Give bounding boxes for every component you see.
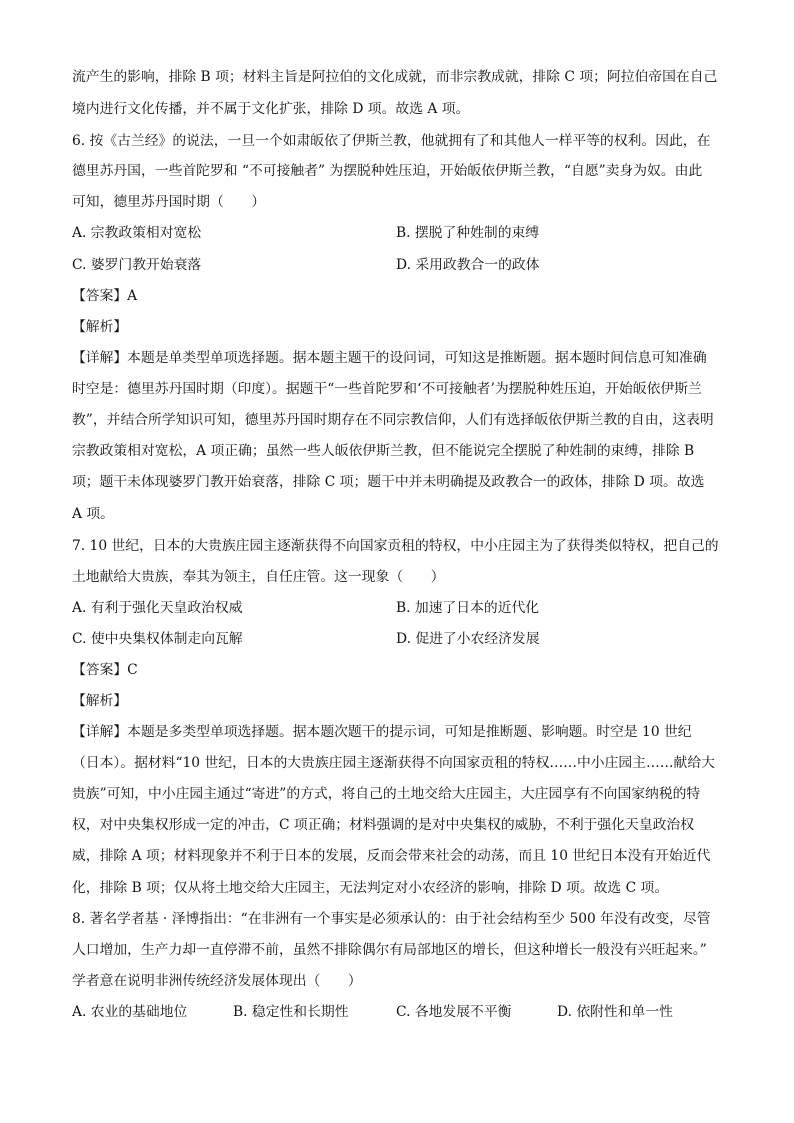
q6-analysis-line: 宗教政策相对宽松，A 项正确；虽然一些人皈依伊斯兰教，但不能说完全摆脱了种姓制的束缚，排除 B — [72, 443, 695, 459]
q7-option-c: C. 使中央集权体制走向瓦解 — [72, 631, 243, 647]
q6-answer: 【答案】A — [72, 288, 138, 304]
q8-option-b: B. 稳定性和长期性 — [233, 1004, 349, 1020]
q8-option-d: D. 依附性和单一性 — [557, 1004, 673, 1020]
q7-option-a: A. 有利于强化天皇政治权威 — [72, 600, 243, 616]
text-line: 德里苏丹国，一些首陀罗和 “不可接触者” 为摆脱种姓压迫，开始皈依伊斯兰教，“自愿”卖身为奴。由此 — [72, 163, 703, 179]
text-line: 流产生的影响，排除 B 项；材料主旨是阿拉伯的文化成就，而非宗教成就，排除 C 项；阿拉伯帝国在自己 — [72, 69, 718, 85]
q7-analysis-line: 贵族”可知，中小庄园主通过“寄进”的方式，将自己的土地交给大庄园主，大庄园享有不向国家纳税的特 — [72, 786, 701, 802]
q6-option-d: D. 采用政教合一的政体 — [396, 257, 540, 273]
text-line: 学者意在说明非洲传统经济发展体现出（ ） — [72, 973, 362, 989]
q6-analysis-line: 时空是：德里苏丹国时期（印度）。据题干“一些首陀罗和‘不可接触者’为摆脱种姓压迫，开始皈依伊斯兰 — [72, 381, 702, 397]
question-7-stem: 7. 10 世纪，日本的大贵族庄园主逐渐获得不向国家贡租的特权，中小庄园主为了获得类似特权，把自己的 — [72, 538, 719, 554]
text-line: 土地献给大贵族，奉其为领主，自任庄管。这一现象（ ） — [72, 569, 445, 585]
q6-option-b: B. 摆脱了种姓制的束缚 — [396, 225, 540, 241]
q7-analysis-line: 【详解】本题是多类型单项选择题。据本题次题干的提示词，可知是推断题、影响题。时空是 10 世纪 — [72, 724, 692, 740]
q6-analysis-line: 【详解】本题是单类型单项选择题。据本题主题干的设问词，可知这是推断题。据本题时间信息可知准确 — [72, 350, 707, 366]
q7-answer: 【答案】C — [72, 662, 138, 678]
q6-option-c: C. 婆罗门教开始衰落 — [72, 257, 202, 273]
text-line: 人口增加，生产力却一直停滞不前，虽然不排除偶尔有局部地区的增长，但这种增长一般没有兴旺起来。” — [72, 942, 707, 958]
q7-option-b: B. 加速了日本的近代化 — [396, 600, 540, 616]
q6-analysis-line: 项；题干未体现婆罗门教开始衰落，排除 C 项；题干中并未明确提及政教合一的政体，排除 D 项。故选 — [72, 474, 705, 490]
text-line: 可知，德里苏丹国时期（ ） — [72, 194, 266, 210]
q6-analysis-heading: 【解析】 — [72, 319, 128, 335]
question-6-stem: 6. 按《古兰经》的说法，一旦一个如肃皈依了伊斯兰教，他就拥有了和其他人一样平等的权利。因此，在 — [72, 133, 711, 149]
text-line: 境内进行文化传播，并不属于文化扩张，排除 D 项。故选 A 项。 — [72, 101, 470, 117]
q7-analysis-line: 化，排除 B 项；仅从将土地交给大庄园主，无法判定对小农经济的影响，排除 D 项。故选 C 项。 — [72, 880, 669, 896]
q6-analysis-line: 教”，并结合所学知识可知，德里苏丹国时期存在不同宗教信仰，人们有选择皈依伊斯兰教的自由，这表明 — [72, 412, 714, 428]
q7-analysis-line: （日本）。据材料“10 世纪，日本的大贵族庄园主逐渐获得不向国家贡租的特权……中小庄园主……献给大 — [72, 755, 715, 771]
q7-analysis-line: 威，排除 A 项；材料现象并不利于日本的发展，反而会带来社会的动荡，而且 10 世纪日本没有开始近代 — [72, 848, 711, 864]
question-8-stem: 8. 著名学者基 · 泽博指出：“在非洲有一个事实是必须承认的：由于社会结构至少 500 年没有改变，尽管 — [72, 911, 711, 927]
q6-analysis-line: A 项。 — [72, 506, 114, 522]
q7-analysis-heading: 【解析】 — [72, 693, 128, 709]
q8-option-a: A. 农业的基础地位 — [72, 1004, 188, 1020]
q6-option-a: A. 宗教政策相对宽松 — [72, 225, 202, 241]
q7-option-d: D. 促进了小农经济发展 — [396, 631, 540, 647]
q8-option-c: C. 各地发展不平衡 — [396, 1004, 512, 1020]
q7-analysis-line: 权，对中央集权形成一定的冲击，C 项正确；材料强调的是对中央集权的威胁，不利于强化天皇政治权 — [72, 817, 695, 833]
